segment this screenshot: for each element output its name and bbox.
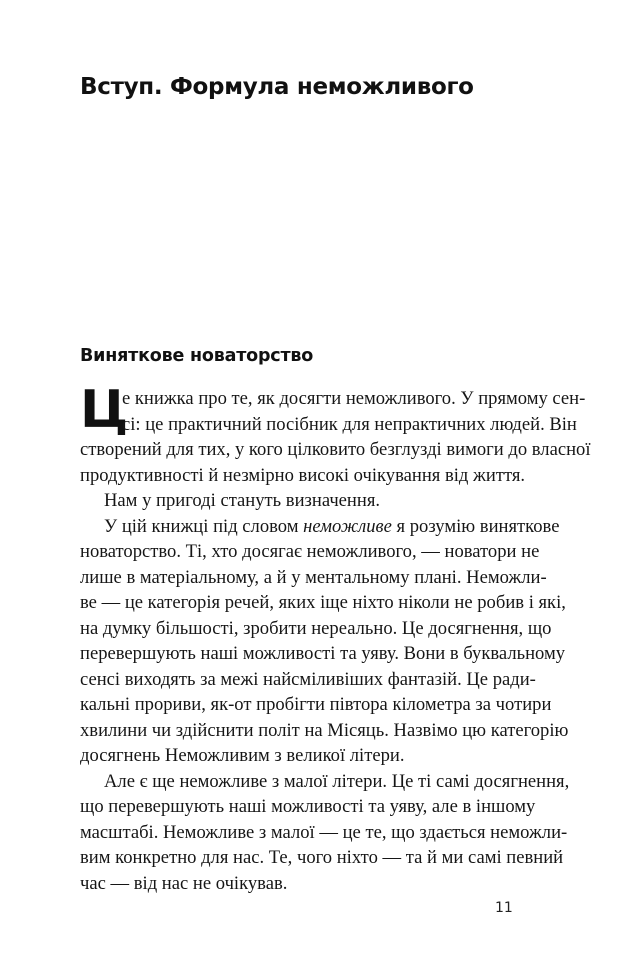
- text-line: [80, 514, 560, 540]
- text-line: новаторство. Ті, хто досягає неможливого, — новатори не: [80, 541, 540, 562]
- text-line: лише в матеріальному, а й у ментальному плані. Неможли-: [80, 566, 547, 588]
- text-line: сі: це практичний посібник для непрактичних людей. Він: [122, 413, 577, 435]
- text-line: Але є ще неможливе з малої літери. Це ті самі досягнення,: [104, 770, 570, 792]
- paragraph-3: [80, 514, 569, 769]
- text-line: час — від нас не очікував.: [80, 872, 288, 894]
- text-line: що перевершують наші можливості та уяву, але в іншому: [80, 796, 536, 817]
- paragraph-4: [80, 769, 570, 897]
- text-line: створений для тих, у кого цілковито безглузді вимоги до власної: [80, 439, 591, 460]
- text-line: сенсі виходять за межі найсміливіших фантазій. Це ради-: [80, 668, 536, 690]
- text-line: ве — це категорія речей, яких іще ніхто ніколи не робив і які,: [80, 592, 566, 613]
- page-number: 11: [495, 900, 513, 916]
- chapter-title: Вступ. Формула неможливого: [80, 74, 474, 100]
- text-line: кальні прориви, як-от пробігти півтора кілометра за чотири: [80, 694, 552, 715]
- text-segment: я розумію виняткове: [391, 515, 560, 537]
- paragraph-1: [80, 380, 591, 488]
- drop-cap-letter: Ц: [80, 380, 129, 440]
- text-line: продуктивності й незмірно високі очікування від життя.: [80, 464, 526, 486]
- text-line: досягнень Неможливим з великої літери.: [80, 745, 405, 766]
- text-line: масштабі. Неможливе з малої — це те, що здається неможли-: [80, 821, 568, 843]
- text-segment: У цій книжці під словом: [104, 515, 304, 537]
- text-line: вим конкретно для нас. Те, чого ніхто — та й ми самі певний: [80, 847, 564, 868]
- paragraph-2: [80, 488, 532, 514]
- body-text: [80, 380, 591, 896]
- text-line: Нам у пригоді стануть визначення.: [104, 490, 381, 511]
- section-heading: Виняткове новаторство: [80, 346, 314, 366]
- text-line: хвилини чи здійснити політ на Місяць. Назвімо цю категорію: [80, 719, 569, 741]
- text-line: е книжка про те, як досягти неможливого. У прямому сен-: [122, 388, 586, 409]
- text-line: перевершують наші можливості та уяву. Вони в буквальному: [80, 643, 566, 664]
- text-line: на думку більшості, зробити нереально. Це досягнення, що: [80, 617, 552, 639]
- italic-term: неможливе: [303, 515, 392, 537]
